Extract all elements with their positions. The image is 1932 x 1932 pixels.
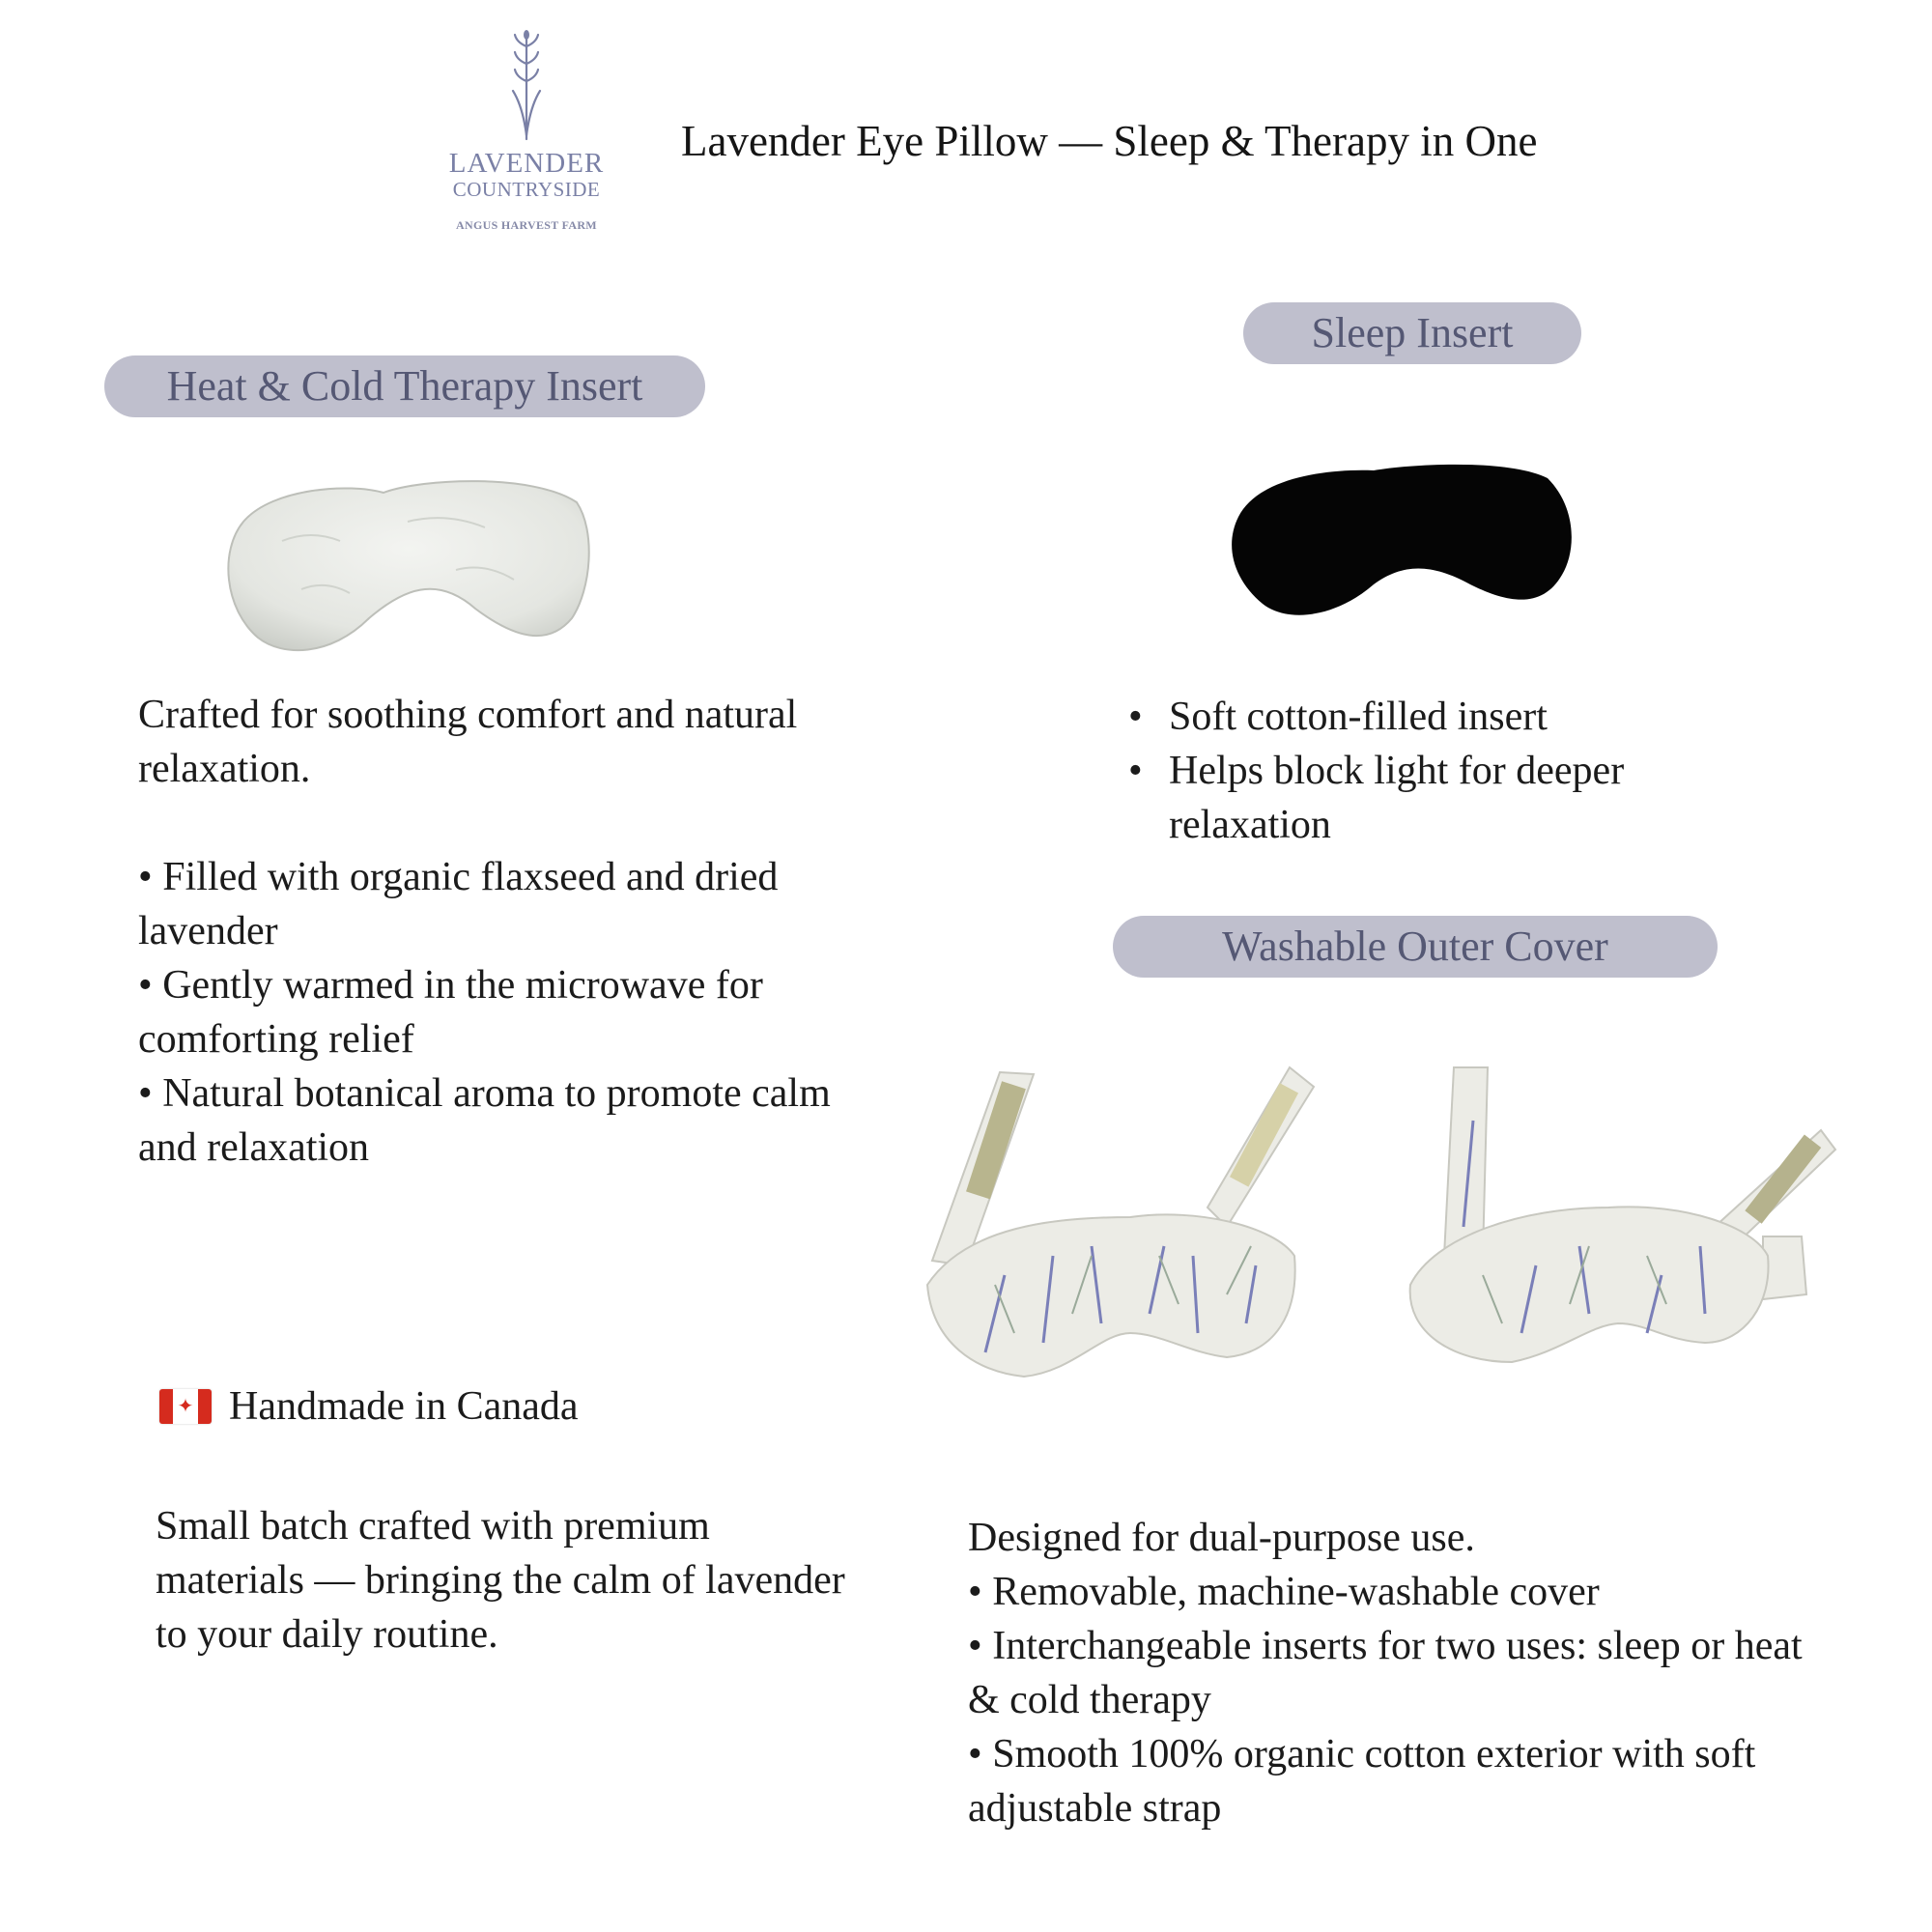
heat-insert-intro: Crafted for soothing comfort and natural relaxation. <box>138 693 798 791</box>
canada-flag-icon: ✦ <box>159 1389 212 1424</box>
heat-insert-bullets <box>138 850 834 1175</box>
heat-bullet: • Filled with organic flaxseed and dried lavender <box>138 855 779 953</box>
cover-intro: Designed for dual-purpose use. <box>968 1516 1475 1560</box>
cover-bullet: • Removable, machine-washable cover <box>968 1570 1600 1614</box>
heat-bullet: • Gently warmed in the microwave for comforting relief <box>138 963 763 1062</box>
bullet-dot-icon: • <box>1128 695 1143 739</box>
cover-image-back <box>1396 1063 1850 1396</box>
cover-bullet: • Smooth 100% organic cotton exterior with soft adjustable strap <box>968 1732 1756 1831</box>
heat-cold-insert-label: Heat & Cold Therapy Insert <box>104 355 705 417</box>
cover-bullet: • Interchangeable inserts for two uses: sleep or heat & cold therapy <box>968 1624 1803 1722</box>
page-title: Lavender Eye Pillow — Sleep & Therapy in One <box>681 117 1538 165</box>
washable-cover-label: Washable Outer Cover <box>1113 916 1718 978</box>
sleep-bullet: • Soft cotton-filled insert <box>1121 690 1739 744</box>
white-eye-pillow-icon <box>214 464 601 657</box>
black-sleep-mask-icon <box>1219 440 1586 633</box>
cover-description <box>968 1511 1837 1835</box>
logo-line-countryside: COUNTRYSIDE <box>452 178 601 201</box>
logo-line-farm: ANGUS HARVEST FARM <box>456 218 597 232</box>
origin-description: Small batch crafted with premium materials — bringing the calm of lavender to your daily routine. <box>156 1504 845 1657</box>
brand-logo <box>425 27 628 249</box>
lavender-cover-mask-icon <box>908 1063 1333 1391</box>
lavender-cover-mask-back-icon <box>1396 1063 1850 1391</box>
logo-line-lavender: LAVENDER <box>448 148 605 179</box>
heat-bullet: • Natural botanical aroma to promote calm and relaxation <box>138 1071 831 1170</box>
sleep-insert-bullets <box>1121 690 1739 852</box>
sleep-insert-image <box>1219 440 1586 638</box>
cover-image-front <box>908 1063 1333 1396</box>
heat-insert-image <box>214 464 601 662</box>
bullet-dot-icon: • <box>1128 749 1143 793</box>
origin-label: Handmade in Canada <box>229 1384 579 1429</box>
lavender-sprig-icon <box>497 27 555 143</box>
sleep-insert-label: Sleep Insert <box>1243 302 1581 364</box>
sleep-bullet: • Helps block light for deeper relaxation <box>1121 744 1739 852</box>
origin-badge <box>159 1383 579 1430</box>
